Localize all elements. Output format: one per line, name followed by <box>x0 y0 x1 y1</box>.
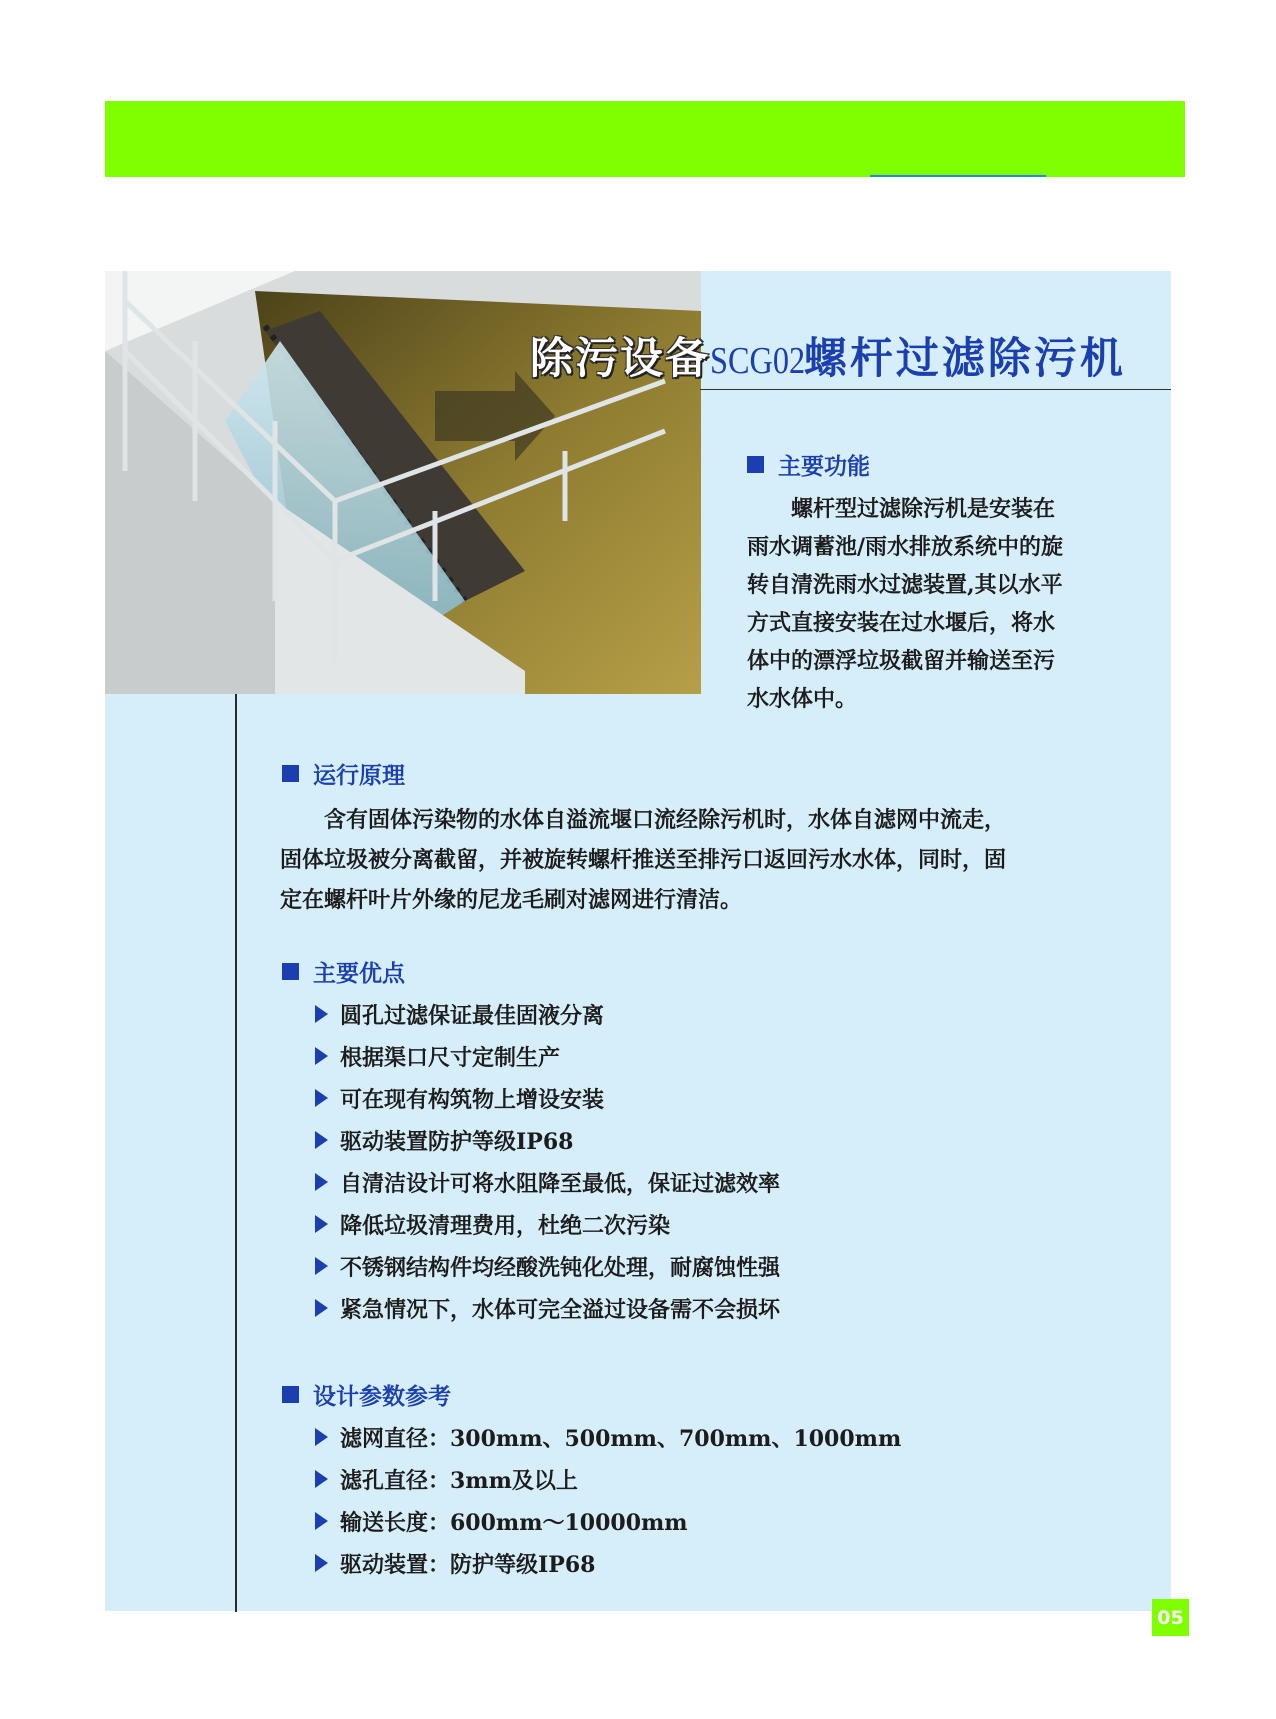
principle-line: 固体垃圾被分离截留，并被旋转螺杆推送至排污口返回污水水体，同时，固 <box>280 847 1007 873</box>
list-item <box>315 1203 780 1245</box>
parameters-heading <box>282 1378 451 1411</box>
title-product: 螺杆过滤除污机 <box>803 334 1126 384</box>
list-item <box>315 1416 901 1458</box>
list-item-text: 驱动装置防护等级IP68 <box>340 1128 574 1155</box>
arrow-icon <box>315 1089 328 1107</box>
list-item-text: 圆孔过滤保证最佳固液分离 <box>340 1002 605 1029</box>
function-line: 方式直接安装在过水堰后，将水 <box>747 610 1056 636</box>
principle-heading <box>282 757 405 790</box>
list-item-text: 不锈钢结构件均经酸洗钝化处理，耐腐蚀性强 <box>340 1254 781 1281</box>
principle-line: 含有固体污染物的水体自溢流堰口流经除污机时，水体自滤网中流走， <box>324 807 1007 833</box>
list-item-text: 自清洁设计可将水阻降至最低，保证过滤效率 <box>340 1170 781 1197</box>
arrow-icon <box>315 1428 328 1446</box>
arrow-icon <box>315 1215 328 1233</box>
page-title <box>530 325 1130 385</box>
arrow-icon <box>315 1005 328 1023</box>
list-item-text: 根据渠口尺寸定制生产 <box>340 1044 561 1071</box>
section-square-icon <box>282 765 299 782</box>
arrow-icon <box>315 1131 328 1149</box>
list-item <box>315 1077 780 1119</box>
principle-line: 定在螺杆叶片外缘的尼龙毛刷对滤网进行清洁。 <box>280 887 743 913</box>
function-line: 水水体中。 <box>747 686 858 712</box>
header-bar <box>105 101 1185 177</box>
list-item-text: 滤网直径：300mm、500mm、700mm、1000mm <box>340 1425 902 1452</box>
arrow-icon <box>315 1173 328 1191</box>
principle-text <box>280 800 1140 920</box>
arrow-icon <box>315 1470 328 1488</box>
list-item <box>315 1245 780 1287</box>
function-line: 转自清洗雨水过滤装置,其以水平 <box>747 572 1063 598</box>
parameters-list <box>315 1416 901 1584</box>
list-item <box>315 1458 901 1500</box>
advantages-heading <box>282 955 405 988</box>
section-square-icon <box>282 1386 299 1403</box>
title-model: SCG02 <box>710 340 806 382</box>
parameters-heading-text: 设计参数参考 <box>313 1384 451 1410</box>
arrow-icon <box>315 1257 328 1275</box>
list-item-text: 输送长度：600mm～10000mm <box>340 1509 688 1536</box>
function-line: 雨水调蓄池/雨水排放系统中的旋 <box>747 534 1064 560</box>
header-accent-line <box>870 175 1046 177</box>
arrow-icon <box>315 1554 328 1572</box>
list-item-text: 滤孔直径：3mm及以上 <box>340 1467 578 1494</box>
function-line: 体中的漂浮垃圾截留并输送至污 <box>747 648 1056 674</box>
arrow-icon <box>315 1299 328 1317</box>
arrow-icon <box>315 1047 328 1065</box>
section-square-icon <box>282 963 299 980</box>
list-item <box>315 1161 780 1203</box>
function-line: 螺杆型过滤除污机是安装在 <box>791 496 1056 522</box>
content-divider <box>235 694 237 1612</box>
function-heading <box>747 448 870 481</box>
advantages-list <box>315 993 780 1329</box>
title-category: 除污设备 <box>530 334 710 384</box>
list-item <box>315 993 780 1035</box>
list-item-text: 降低垃圾清理费用，杜绝二次污染 <box>340 1212 671 1239</box>
function-heading-text: 主要功能 <box>778 454 870 480</box>
arrow-icon <box>315 1512 328 1530</box>
list-item <box>315 1500 901 1542</box>
list-item-text: 紧急情况下，水体可完全溢过设备需不会损坏 <box>340 1296 781 1323</box>
list-item <box>315 1287 780 1329</box>
list-item <box>315 1542 901 1584</box>
list-item <box>315 1119 780 1161</box>
page-number: 05 <box>1152 1599 1189 1636</box>
function-text <box>747 490 1127 718</box>
title-underline <box>700 389 1171 390</box>
list-item-text: 可在现有构筑物上增设安装 <box>340 1086 605 1113</box>
list-item <box>315 1035 780 1077</box>
section-square-icon <box>747 456 764 473</box>
list-item-text: 驱动装置：防护等级IP68 <box>340 1551 596 1578</box>
principle-heading-text: 运行原理 <box>313 763 405 789</box>
advantages-heading-text: 主要优点 <box>313 961 405 987</box>
